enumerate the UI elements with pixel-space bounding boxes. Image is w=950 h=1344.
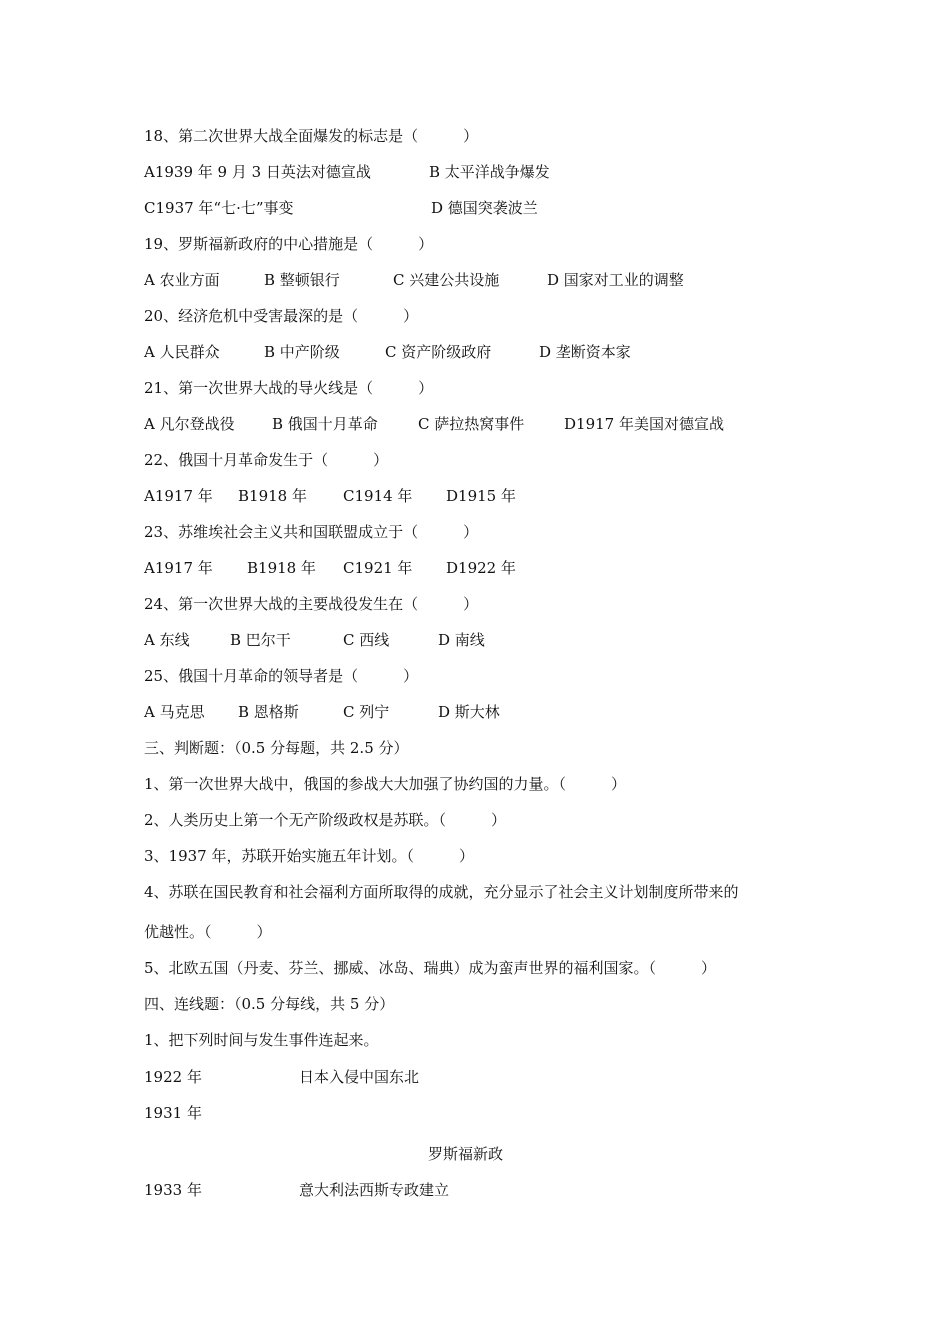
question-20-option-a: A 人民群众: [144, 343, 220, 361]
matching-instruction: 1、把下列时间与发生事件连起来。: [144, 1031, 379, 1049]
question-21-option-a: A 凡尔登战役: [144, 415, 235, 433]
question-25-option-a: A 马克思: [144, 703, 205, 721]
matching-event-1: 日本入侵中国东北: [299, 1068, 420, 1086]
question-20-stem: 20、经济危机中受害最深的是（ ）: [144, 307, 419, 325]
question-25-option-d: D 斯大林: [438, 703, 500, 721]
question-24-option-c: C 西线: [343, 631, 390, 649]
question-20-option-b: B 中产阶级: [264, 343, 340, 361]
question-20-option-d: D 垄断资本家: [539, 343, 631, 361]
question-24-option-b: B 巴尔干: [230, 631, 291, 649]
question-19-option-d: D 国家对工业的调整: [547, 271, 684, 289]
question-23-option-c: C1921 年: [343, 559, 413, 577]
question-24-option-d: D 南线: [438, 631, 485, 649]
question-20-option-c: C 资产阶级政府: [385, 343, 492, 361]
question-21-stem: 21、第一次世界大战的导火线是（ ）: [144, 379, 434, 397]
section-3-heading: 三、判断题：（0.5 分每题，共 2.5 分）: [144, 739, 409, 757]
matching-year-1: 1922 年: [144, 1068, 202, 1086]
question-18-stem: 18、第二次世界大战全面爆发的标志是（ ）: [144, 127, 479, 145]
matching-event-3: 意大利法西斯专政建立: [299, 1181, 450, 1199]
question-24-option-a: A 东线: [144, 631, 190, 649]
question-18-option-c: C1937 年“七·七”事变: [144, 199, 294, 217]
question-19-stem: 19、罗斯福新政府的中心措施是（ ）: [144, 235, 434, 253]
question-19-option-a: A 农业方面: [144, 271, 220, 289]
question-23-option-d: D1922 年: [446, 559, 516, 577]
question-18-option-b: B 太平洋战争爆发: [429, 163, 550, 181]
matching-year-2: 1931 年: [144, 1104, 202, 1122]
question-23-option-a: A1917 年: [144, 559, 213, 577]
question-21-option-b: B 俄国十月革命: [272, 415, 378, 433]
judgment-item-2: 2、人类历史上第一个无产阶级政权是苏联。（ ）: [144, 811, 507, 829]
question-25-option-c: C 列宁: [343, 703, 390, 721]
question-25-option-b: B 恩格斯: [238, 703, 299, 721]
question-25-stem: 25、俄国十月革命的领导者是（ ）: [144, 667, 419, 685]
question-24-stem: 24、第一次世界大战的主要战役发生在（ ）: [144, 595, 479, 613]
judgment-item-1: 1、第一次世界大战中，俄国的参战大大加强了协约国的力量。（ ）: [144, 775, 627, 793]
question-18-option-d: D 德国突袭波兰: [431, 199, 538, 217]
judgment-item-4-continued: 优越性。（ ）: [144, 923, 272, 941]
question-19-option-b: B 整顿银行: [264, 271, 340, 289]
question-23-option-b: B1918 年: [247, 559, 316, 577]
question-21-option-c: C 萨拉热窝事件: [418, 415, 525, 433]
question-23-stem: 23、苏维埃社会主义共和国联盟成立于（ ）: [144, 523, 479, 541]
section-4-heading: 四、连线题：（0.5 分每线，共 5 分）: [144, 995, 395, 1013]
judgment-item-4: 4、苏联在国民教育和社会福利方面所取得的成就，充分显示了社会主义计划制度所带来的: [144, 883, 739, 901]
matching-event-2: 罗斯福新政: [428, 1145, 504, 1163]
judgment-item-3: 3、1937 年，苏联开始实施五年计划。（ ）: [144, 847, 474, 865]
question-18-option-a: A1939 年 9 月 3 日英法对德宣战: [144, 163, 371, 181]
question-22-stem: 22、俄国十月革命发生于（ ）: [144, 451, 389, 469]
question-22-option-b: B1918 年: [238, 487, 307, 505]
question-21-option-d: D1917 年美国对德宣战: [564, 415, 724, 433]
question-22-option-c: C1914 年: [343, 487, 413, 505]
matching-year-3: 1933 年: [144, 1181, 202, 1199]
question-19-option-c: C 兴建公共设施: [393, 271, 500, 289]
question-22-option-a: A1917 年: [144, 487, 213, 505]
question-22-option-d: D1915 年: [446, 487, 516, 505]
judgment-item-5: 5、北欧五国（丹麦、芬兰、挪威、冰岛、瑞典）成为蛮声世界的福利国家。（ ）: [144, 959, 717, 977]
